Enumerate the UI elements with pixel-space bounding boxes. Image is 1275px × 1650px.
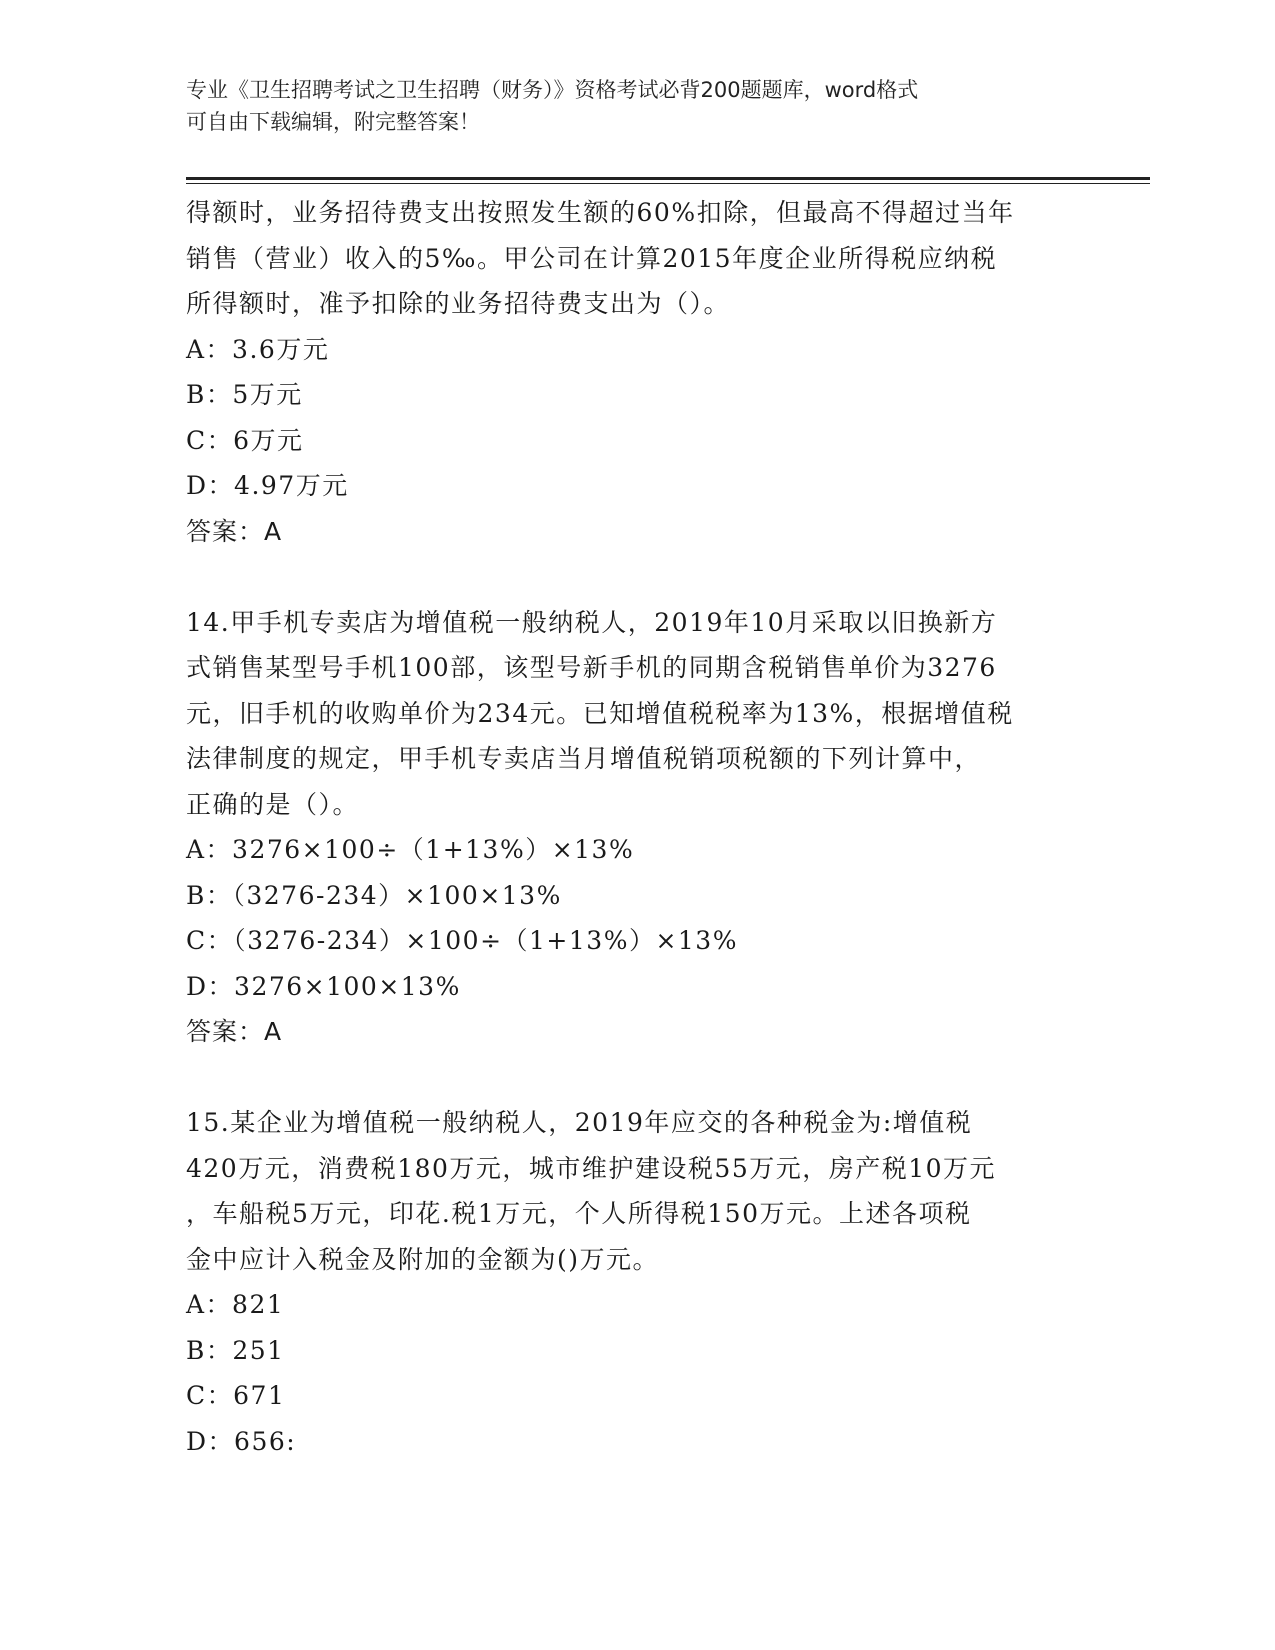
option-d: D：3276×100×13% — [186, 971, 461, 1001]
option-d: D：656: — [186, 1426, 297, 1456]
option-a: A：3.6万元 — [186, 334, 330, 364]
question-15 — [186, 1100, 1086, 1464]
question-text-line: ，车船税5万元，印花.税1万元，个人所得税150万元。上述各项税 — [186, 1199, 972, 1228]
question-text-line: 式销售某型号手机100部，该型号新手机的同期含税销售单价为3276 — [186, 653, 997, 682]
answer-label: 答案：A — [186, 516, 283, 546]
question-text-line: 元，旧手机的收购单价为234元。已知增值税税率为13%，根据增值税 — [186, 698, 1014, 728]
question-text-line: 金中应计入税金及附加的金额为()万元。 — [186, 1244, 660, 1274]
answer-label: 答案：A — [186, 1017, 283, 1046]
header-rule-thin — [186, 183, 1150, 184]
question-text-line: 销售（营业）收入的5‰。甲公司在计算2015年度企业所得税应纳税 — [186, 243, 998, 273]
document-body — [186, 190, 1086, 1464]
question-text-line: 法律制度的规定，甲手机专卖店当月增值税销项税额的下列计算中， — [186, 744, 982, 773]
option-b: B：5万元 — [186, 380, 303, 409]
question-13 — [186, 190, 1086, 554]
question-text-line: 15.某企业为增值税一般纳税人，2019年应交的各种税金为:增值税 — [186, 1108, 973, 1137]
option-c: C：671 — [186, 1381, 286, 1410]
header-line-2: 可自由下载编辑，附完整答案！ — [186, 110, 480, 134]
option-c: C：（3276-234）×100÷（1+13%）×13% — [186, 926, 738, 955]
option-c: C：6万元 — [186, 425, 304, 455]
header-rule-thick — [186, 177, 1150, 180]
spacer — [186, 554, 1086, 600]
question-text-line: 正确的是（）。 — [186, 789, 360, 819]
spacer — [186, 1055, 1086, 1101]
question-text-line: 所得额时，准予扣除的业务招待费支出为（）。 — [186, 289, 731, 318]
option-a: A：3276×100÷（1+13%）×13% — [186, 835, 635, 864]
document-header — [186, 74, 1066, 138]
question-text-line: 得额时，业务招待费支出按照发生额的60%扣除，但最高不得超过当年 — [186, 198, 1015, 227]
option-b: B：251 — [186, 1335, 285, 1365]
option-d: D：4.97万元 — [186, 471, 349, 500]
question-text-line: 14.甲手机专卖店为增值税一般纳税人，2019年10月采取以旧换新方 — [186, 607, 998, 637]
question-14 — [186, 600, 1086, 1055]
option-a: A：821 — [186, 1290, 285, 1319]
option-b: B：（3276-234）×100×13% — [186, 880, 562, 910]
header-line-1: 专业《卫生招聘考试之卫生招聘（财务）》资格考试必背200题题库，word格式 — [186, 78, 919, 102]
question-text-line: 420万元，消费税180万元，城市维护建设税55万元，房产税10万元 — [186, 1153, 997, 1183]
